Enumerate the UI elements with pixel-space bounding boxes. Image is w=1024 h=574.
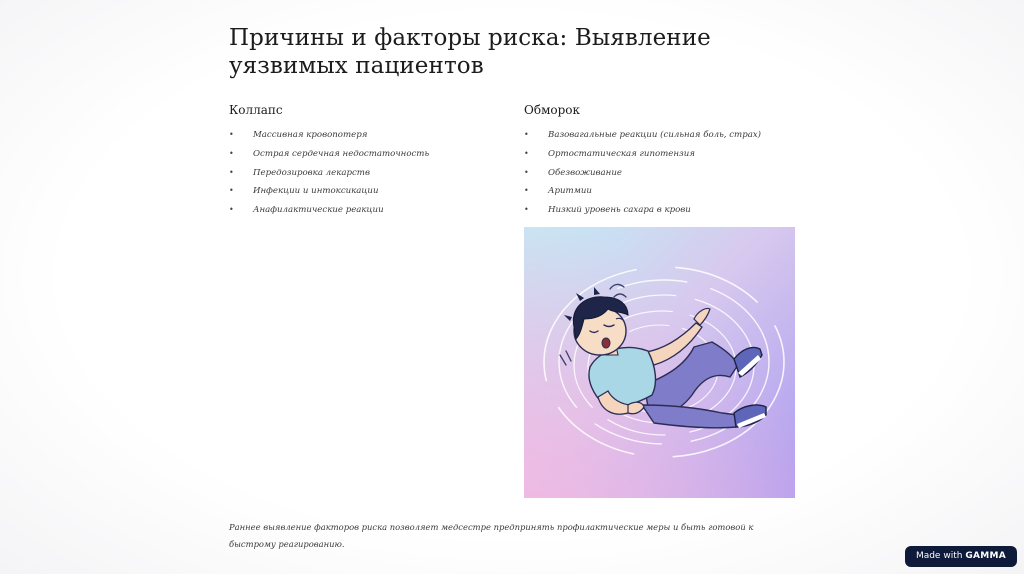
list-item xyxy=(524,127,761,146)
list-item xyxy=(524,202,761,221)
list-item xyxy=(524,165,761,184)
list-item-text: Вазовагальные реакции (сильная боль, страх) xyxy=(548,130,762,140)
fainting-person-image xyxy=(524,227,795,498)
list-item-text: Ортостатическая гипотензия xyxy=(548,148,695,159)
footer-note: Раннее выявление факторов риска позволяет медсестре предпринять профилактические меры и быть готовой к быстрому реагированию. xyxy=(229,522,754,549)
list-item-text: Анафилактические реакции xyxy=(253,205,384,216)
list-item-text: Инфекции и интоксикации xyxy=(253,186,379,197)
list-item-text: Низкий уровень сахара в крови xyxy=(548,205,691,216)
list-item-text: Острая сердечная недостаточность xyxy=(253,148,430,159)
bullet: • xyxy=(229,186,234,196)
bullet: • xyxy=(524,167,529,177)
gamma-logo: GAMMA xyxy=(965,551,1007,561)
list-item xyxy=(229,146,429,165)
list-item xyxy=(524,183,761,202)
fainting-heading: Обморок xyxy=(524,103,581,117)
list-item xyxy=(229,165,429,184)
list-item xyxy=(524,146,761,165)
bullet: • xyxy=(524,148,529,158)
fainting-list xyxy=(524,127,761,221)
bullet: • xyxy=(229,130,234,139)
list-item-text: Обезвоживание xyxy=(548,167,622,178)
bullet: • xyxy=(229,167,234,177)
badge-prefix: Made with xyxy=(915,551,963,561)
collapse-heading: Коллапс xyxy=(229,103,283,117)
bullet: • xyxy=(524,205,529,215)
made-with-gamma-badge[interactable] xyxy=(905,546,1017,567)
list-item-text: Передозировка лекарств xyxy=(253,167,370,178)
bullet: • xyxy=(229,148,234,158)
list-item-text: Аритмии xyxy=(548,186,592,197)
collapse-list xyxy=(229,127,429,221)
list-item-text: Массивная кровопотеря xyxy=(253,130,368,140)
page-title: Причины и факторы риска: Выявление уязвимых пациентов xyxy=(229,25,711,79)
list-item xyxy=(229,202,429,221)
bullet: • xyxy=(524,186,529,196)
bullet: • xyxy=(229,205,234,215)
list-item xyxy=(229,183,429,202)
bullet: • xyxy=(524,130,529,139)
fainting-illustration xyxy=(524,227,795,498)
list-item xyxy=(229,127,429,146)
